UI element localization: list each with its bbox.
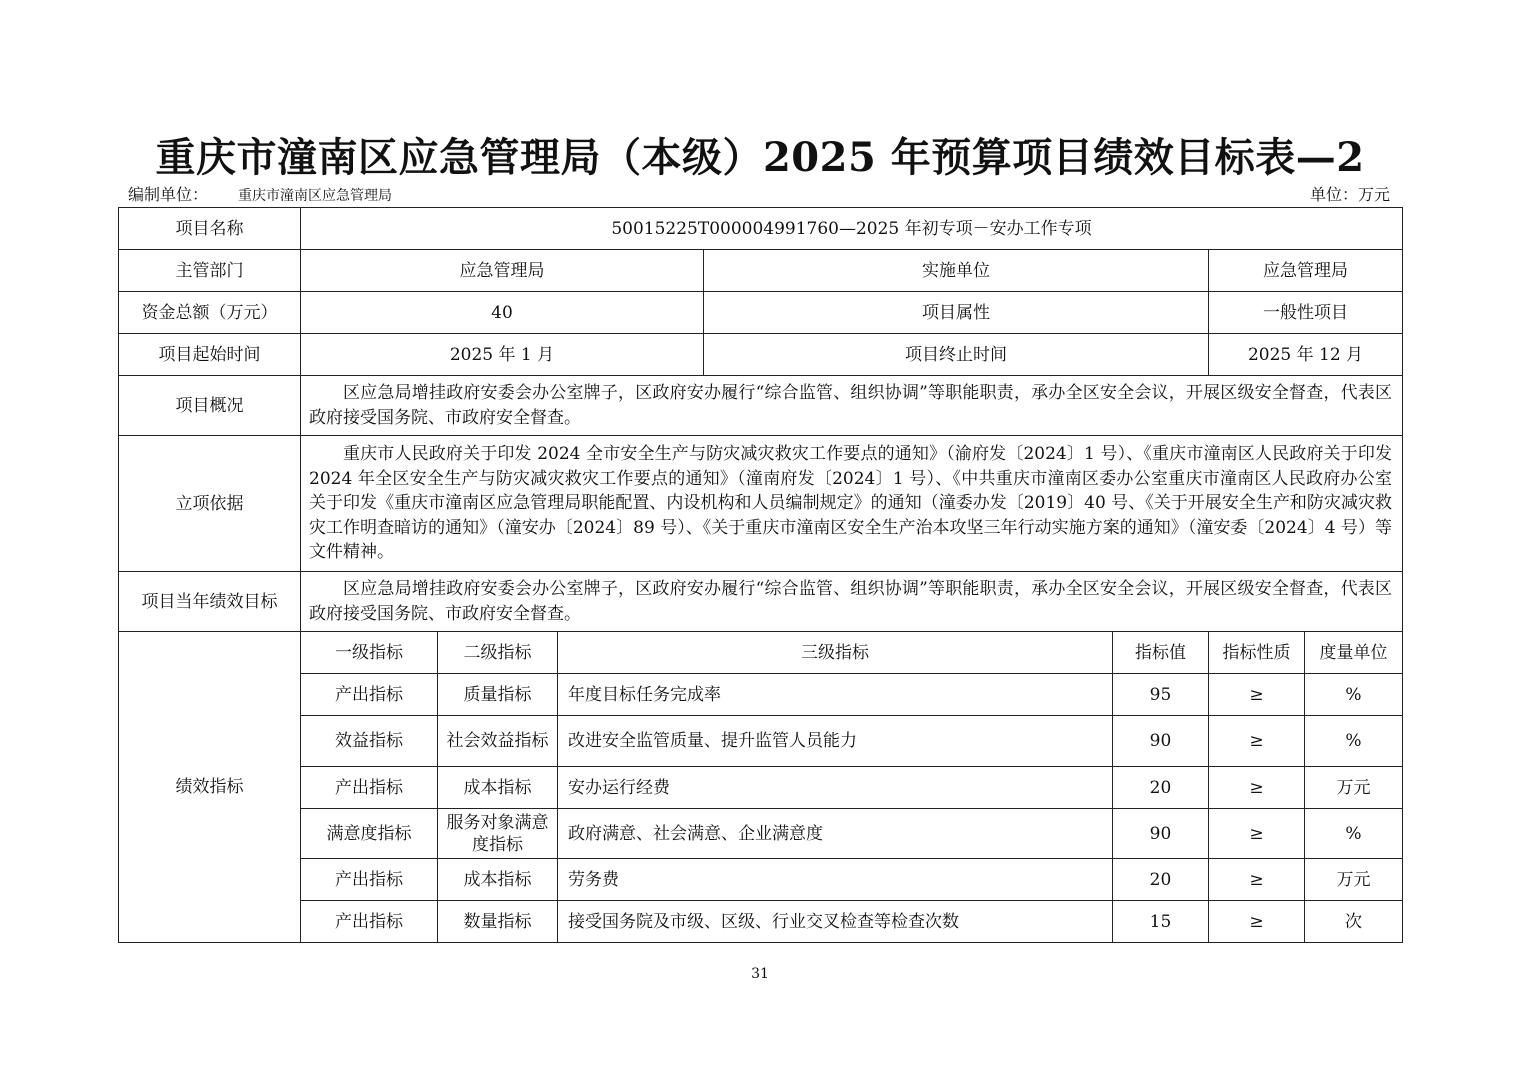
table-row [119, 716, 1403, 767]
unit-cell: 万元 [1305, 859, 1403, 901]
goal-label: 项目当年绩效目标 [119, 572, 301, 632]
indicator-header-row [119, 632, 1403, 674]
level3-cell: 年度目标任务完成率 [558, 674, 1113, 716]
indicators-label: 绩效指标 [119, 632, 301, 943]
unit-cell: 万元 [1305, 767, 1403, 809]
nature-cell: ≥ [1209, 809, 1305, 859]
row-project-name [119, 208, 1403, 250]
project-name-value: 50015225T000004991760—2025 年初专项－安办工作专项 [301, 208, 1403, 250]
row-department [119, 250, 1403, 292]
level2-cell: 服务对象满意度指标 [438, 809, 558, 859]
row-goal [119, 572, 1403, 632]
overview-text: 区应急局增挂政府安委会办公室牌子，区政府安办履行“综合监管、组织协调”等职能职责，承办全区安全会议，开展区级安全督查，代表区政府接受国务院、市政府安全督查。 [301, 376, 1403, 436]
unit-cell: % [1305, 716, 1403, 767]
page-number: 31 [751, 966, 769, 982]
compiling-unit-label: 编制单位： [128, 185, 209, 204]
compiling-unit-name: 重庆市潼南区应急管理局 [238, 188, 393, 204]
currency-unit: 单位：万元 [1309, 185, 1390, 204]
project-name-label: 项目名称 [119, 208, 301, 250]
nature-cell: ≥ [1209, 859, 1305, 901]
implementing-unit-label: 实施单位 [704, 250, 1209, 292]
level2-cell: 成本指标 [438, 859, 558, 901]
nature-cell: ≥ [1209, 674, 1305, 716]
header-unit: 度量单位 [1305, 632, 1403, 674]
row-dates [119, 334, 1403, 376]
level3-cell: 接受国务院及市级、区级、行业交叉检查等检查次数 [558, 901, 1113, 943]
table-row [119, 859, 1403, 901]
row-basis [119, 436, 1403, 572]
value-cell: 20 [1113, 767, 1209, 809]
table-row [119, 901, 1403, 943]
header-nature: 指标性质 [1209, 632, 1305, 674]
start-time-label: 项目起始时间 [119, 334, 301, 376]
level2-cell: 数量指标 [438, 901, 558, 943]
end-time-value: 2025 年 12 月 [1209, 334, 1403, 376]
page-title: 重庆市潼南区应急管理局（本级）2025 年预算项目绩效目标表—2 [155, 134, 1365, 181]
table-row [119, 809, 1403, 859]
row-overview [119, 376, 1403, 436]
nature-cell: ≥ [1209, 716, 1305, 767]
project-attribute-label: 项目属性 [704, 292, 1209, 334]
nature-cell: ≥ [1209, 767, 1305, 809]
end-time-label: 项目终止时间 [704, 334, 1209, 376]
header-level2: 二级指标 [438, 632, 558, 674]
funds-value: 40 [301, 292, 704, 334]
unit-cell: % [1305, 674, 1403, 716]
level3-cell: 政府满意、社会满意、企业满意度 [558, 809, 1113, 859]
level1-cell: 效益指标 [301, 716, 438, 767]
overview-label: 项目概况 [119, 376, 301, 436]
header-level3: 三级指标 [558, 632, 1113, 674]
level2-cell: 质量指标 [438, 674, 558, 716]
performance-table [118, 207, 1403, 943]
unit-cell: % [1305, 809, 1403, 859]
level1-cell: 产出指标 [301, 674, 438, 716]
level2-cell: 社会效益指标 [438, 716, 558, 767]
value-cell: 15 [1113, 901, 1209, 943]
value-cell: 20 [1113, 859, 1209, 901]
department-value: 应急管理局 [301, 250, 704, 292]
project-attribute-value: 一般性项目 [1209, 292, 1403, 334]
level1-cell: 满意度指标 [301, 809, 438, 859]
unit-cell: 次 [1305, 901, 1403, 943]
goal-text: 区应急局增挂政府安委会办公室牌子，区政府安办履行“综合监管、组织协调”等职能职责，承办全区安全会议，开展区级安全督查，代表区政府接受国务院、市政府安全督查。 [301, 572, 1403, 632]
level2-cell: 成本指标 [438, 767, 558, 809]
table-row [119, 767, 1403, 809]
value-cell: 90 [1113, 809, 1209, 859]
level3-cell: 改进安全监管质量、提升监管人员能力 [558, 716, 1113, 767]
department-label: 主管部门 [119, 250, 301, 292]
level1-cell: 产出指标 [301, 767, 438, 809]
header-value: 指标值 [1113, 632, 1209, 674]
header-level1: 一级指标 [301, 632, 438, 674]
funds-label: 资金总额（万元） [119, 292, 301, 334]
start-time-value: 2025 年 1 月 [301, 334, 704, 376]
table-row [119, 674, 1403, 716]
value-cell: 95 [1113, 674, 1209, 716]
row-funds [119, 292, 1403, 334]
implementing-unit-value: 应急管理局 [1209, 250, 1403, 292]
compiling-unit [128, 184, 392, 207]
level3-cell: 劳务费 [558, 859, 1113, 901]
level1-cell: 产出指标 [301, 901, 438, 943]
basis-label: 立项依据 [119, 436, 301, 572]
value-cell: 90 [1113, 716, 1209, 767]
level3-cell: 安办运行经费 [558, 767, 1113, 809]
level1-cell: 产出指标 [301, 859, 438, 901]
basis-text: 重庆市人民政府关于印发 2024 全市安全生产与防灾减灾救灾工作要点的通知》（渝府发〔2024〕1 号）、《重庆市潼南区人民政府关于印发 2024 年全区安全生产与防灾减灾救灾工作要点的通知》（潼南府发〔2024〕1 号）、《中共重庆市潼南区委办公室重庆市潼南区人民政府办公室关于印发《重庆市潼南区应急管理局职能配置、内设机构和人员编制规定》的通知（潼委办发〔2019〕40 号、《关于开展安全生产和防灾减灾救灾工作明查暗访的通知》（潼安办〔2024〕89 号）、《关于重庆市潼南区安全生产治本攻坚三年行动实施方案的通知》（潼安委〔2024〕4 号）等文件精神。 [301, 436, 1403, 572]
nature-cell: ≥ [1209, 901, 1305, 943]
